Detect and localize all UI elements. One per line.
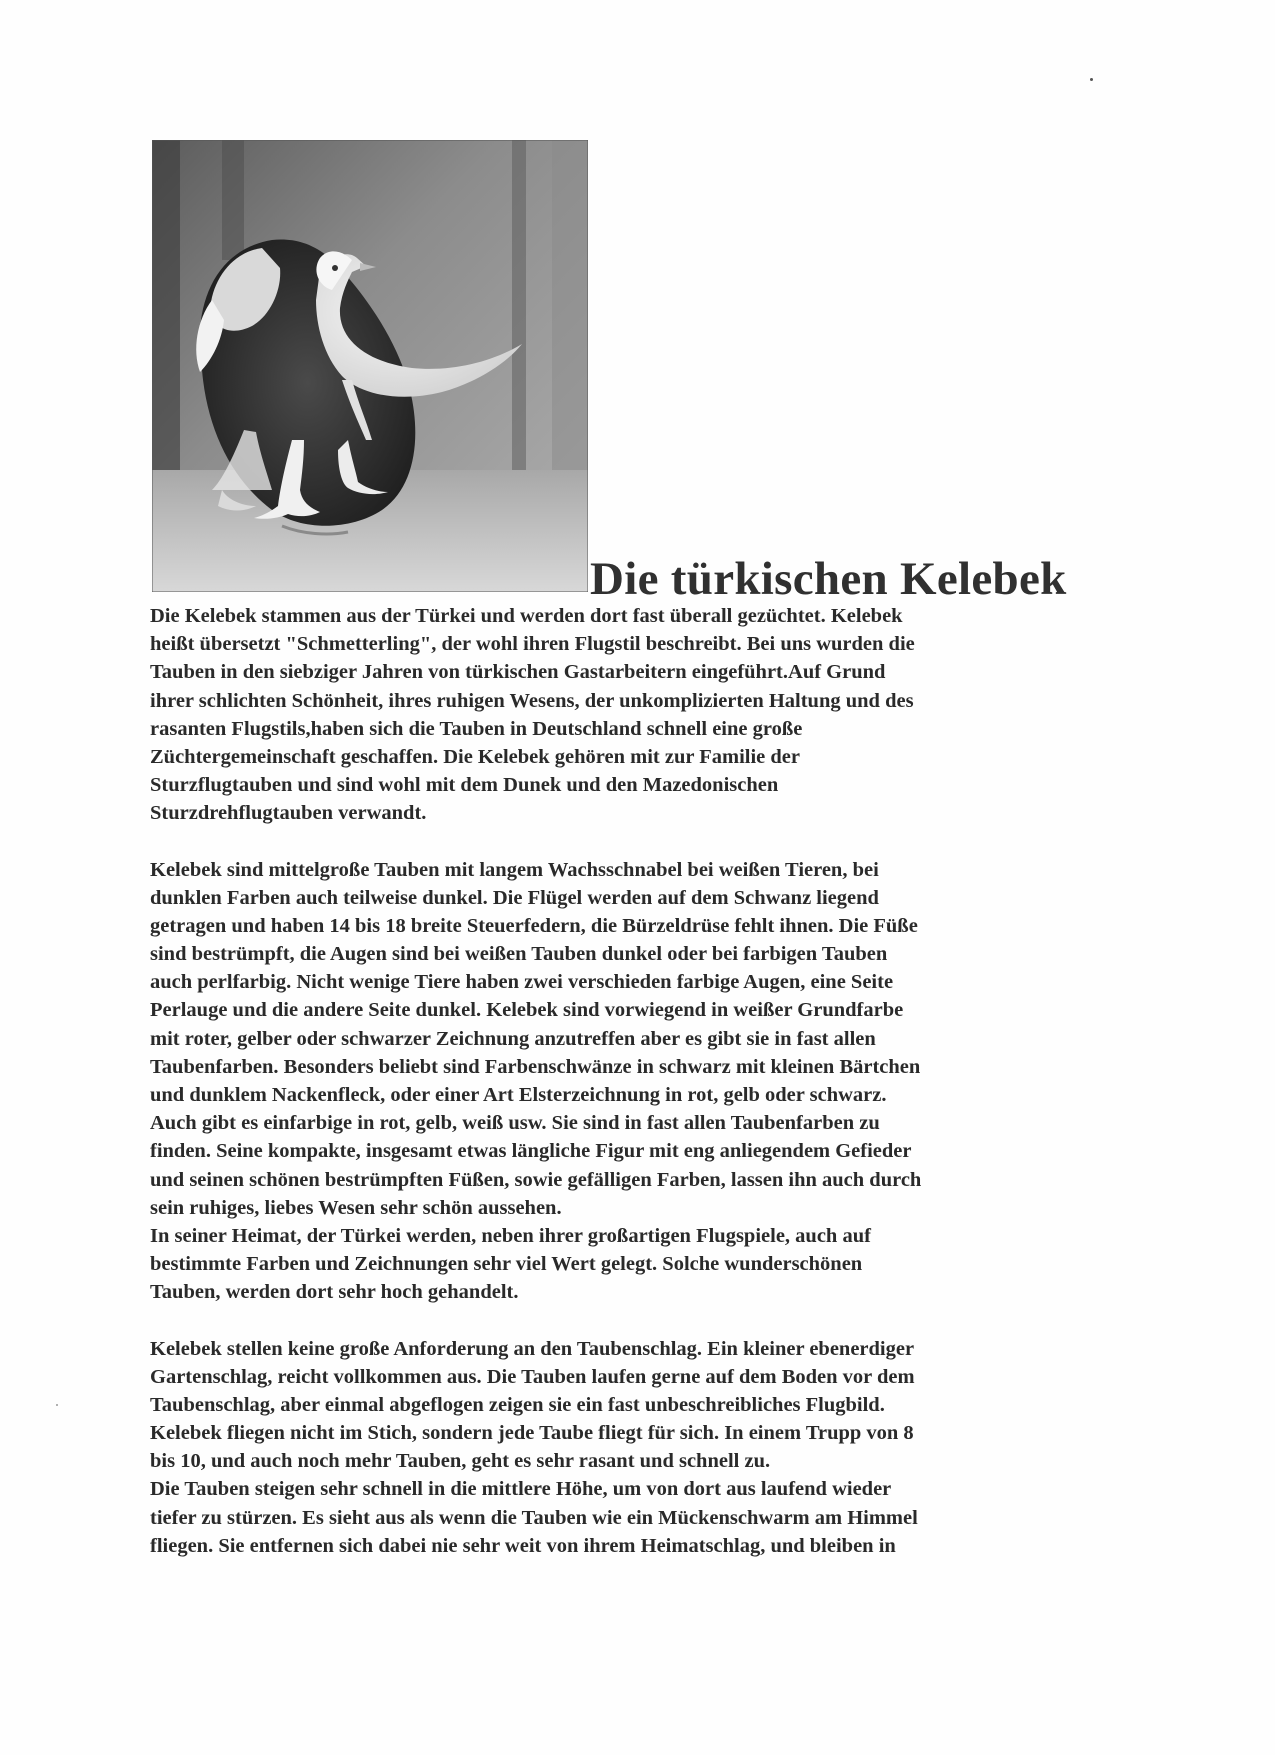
text-line: Züchtergemeinschaft geschaffen. Die Kelebek gehören mit zur Familie der <box>150 745 800 768</box>
text-line: ihrer schlichten Schönheit, ihres ruhigen Wesens, der unkomplizierten Haltung und des <box>150 689 914 712</box>
text-line: Gartenschlag, reicht vollkommen aus. Die Tauben laufen gerne auf dem Boden vor dem <box>150 1365 915 1388</box>
text-line: Die Tauben steigen sehr schnell in die mittlere Höhe, um von dort aus laufend wieder <box>150 1478 892 1501</box>
text-line: In seiner Heimat, der Türkei werden, neben ihrer großartigen Flugspiele, auch auf <box>150 1224 871 1247</box>
text-line: sind bestrümpft, die Augen sind bei weißen Tauben dunkel oder bei farbigen Tauben <box>150 943 888 966</box>
text-line: Taubenschlag, aber einmal abgeflogen zeigen sie ein fast unbeschreibliches Flugbild. <box>150 1393 885 1416</box>
text-line: Kelebek fliegen nicht im Stich, sondern jede Taube fliegt für sich. In einem Trupp von 8 <box>150 1422 914 1445</box>
text-line: bestimmte Farben und Zeichnungen sehr viel Wert gelegt. Solche wunderschönen <box>150 1253 863 1276</box>
text-line: Sturzflugtauben und sind wohl mit dem Dunek und den Mazedonischen <box>150 774 779 797</box>
text-line: fliegen. Sie entfernen sich dabei nie sehr weit von ihrem Heimatschlag, und bleiben in <box>150 1534 896 1557</box>
text-line: auch perlfarbig. Nicht wenige Tiere haben zwei verschieden farbige Augen, eine Seite <box>150 971 894 994</box>
page-title: Die türkischen Kelebek <box>590 553 1067 605</box>
text-line: rasanten Flugstils,haben sich die Tauben in Deutschland schnell eine große <box>150 717 803 740</box>
text-line: heißt übersetzt "Schmetterling", der wohl ihren Flugstil beschreibt. Bei uns wurden die <box>150 633 915 656</box>
text-line: sein ruhiges, liebes Wesen sehr schön aussehen. <box>150 1196 562 1219</box>
text-line: Kelebek sind mittelgroße Tauben mit langem Wachsschnabel bei weißen Tieren, bei <box>150 858 879 881</box>
paragraph-spacer <box>150 1307 1110 1335</box>
pigeon-photo <box>152 140 588 592</box>
text-line: Auch gibt es einfarbige in rot, gelb, weiß usw. Sie sind in fast allen Taubenfarben zu <box>150 1112 880 1135</box>
text-line: getragen und haben 14 bis 18 breite Steuerfedern, die Bürzeldrüse fehlt ihnen. Die Füße <box>150 914 918 937</box>
paragraph-spacer <box>150 828 1110 856</box>
text-line: Sturzdrehflugtauben verwandt. <box>150 802 427 825</box>
text-line: Taubenfarben. Besonders beliebt sind Farbenschwänze in schwarz mit kleinen Bärtchen <box>150 1055 921 1078</box>
text-line: Tauben, werden dort sehr hoch gehandelt. <box>150 1281 519 1304</box>
paragraph-housing-flight <box>150 1335 1110 1561</box>
text-line: finden. Seine kompakte, insgesamt etwas längliche Figur mit eng anliegendem Gefieder <box>150 1140 912 1163</box>
text-line: Perlauge und die andere Seite dunkel. Kelebek sind vorwiegend in weißer Grundfarbe <box>150 999 904 1022</box>
pigeon-photo-drawing <box>152 140 588 592</box>
scan-speck <box>56 1404 58 1406</box>
text-line: und dunklem Nackenfleck, oder einer Art Elsterzeichnung in rot, gelb oder schwarz. <box>150 1084 887 1106</box>
text-line: mit roter, gelber oder schwarzer Zeichnung anzutreffen aber es gibt sie in fast allen <box>150 1027 876 1050</box>
text-line: dunklen Farben auch teilweise dunkel. Die Flügel werden auf dem Schwanz liegend <box>150 886 879 909</box>
text-line: Kelebek stellen keine große Anforderung an den Taubenschlag. Ein kleiner ebenerdiger <box>150 1337 915 1360</box>
paragraph-appearance <box>150 856 1110 1307</box>
text-line: bis 10, und auch noch mehr Tauben, geht es sehr rasant und schnell zu. <box>150 1450 771 1473</box>
paragraph-origin <box>150 602 1110 828</box>
text-line: Tauben in den siebziger Jahren von türkischen Gastarbeitern eingeführt.Auf Grund <box>150 661 886 684</box>
text-line: und seinen schönen bestrümpften Füßen, sowie gefälligen Farben, lassen ihn auch durch <box>150 1168 922 1191</box>
text-line: Die Kelebek stammen aus der Türkei und werden dort fast überall gezüchtet. Kelebek <box>150 605 903 627</box>
scan-speck <box>1090 78 1093 81</box>
article-body <box>150 602 1110 1560</box>
text-line: tiefer zu stürzen. Es sieht aus als wenn die Tauben wie ein Mückenschwarm am Himmel <box>150 1506 918 1529</box>
